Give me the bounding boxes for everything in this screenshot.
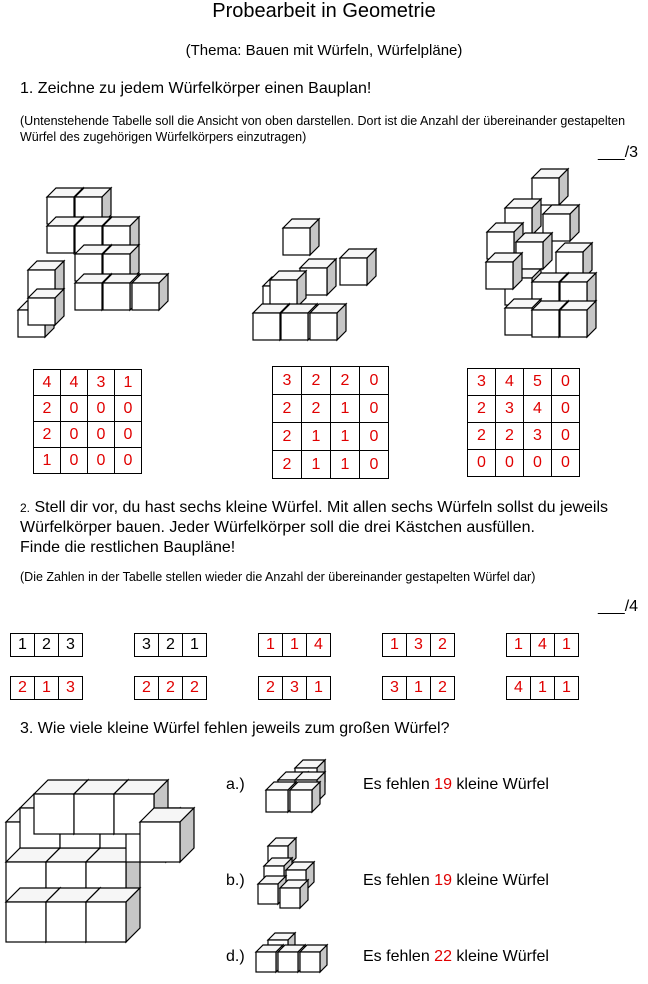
plan-cell: 3 bbox=[407, 634, 431, 657]
plan-cell: 1 bbox=[407, 677, 431, 700]
cube bbox=[280, 880, 308, 908]
cube bbox=[140, 808, 194, 862]
task2-plan-row1-1 bbox=[10, 633, 83, 657]
plan-cell: 1 bbox=[383, 634, 407, 657]
plan-cell: 2 bbox=[159, 634, 183, 657]
plan-cell: 1 bbox=[507, 634, 531, 657]
page-subtitle: (Thema: Bauen mit Würfeln, Würfelpläne) bbox=[185, 42, 463, 59]
plan-cell: 2 bbox=[135, 677, 159, 700]
plan-cell: 4 bbox=[531, 634, 555, 657]
cube bbox=[283, 219, 319, 255]
plan-cell: 1 bbox=[283, 634, 307, 657]
task3-label-b: b.) bbox=[226, 872, 245, 889]
task2-plan-row2-4 bbox=[382, 676, 455, 700]
cube bbox=[270, 271, 306, 307]
task2-note: (Die Zahlen in der Tabelle stellen wieder die Anzahl der übereinander gestapelten Würfel dar) bbox=[20, 570, 536, 584]
task3-label-a: a.) bbox=[226, 776, 245, 793]
plan-cell: 1 bbox=[531, 677, 555, 700]
cube bbox=[28, 289, 64, 325]
task2-plan-row1-3 bbox=[258, 633, 331, 657]
task2-plan-row2-3 bbox=[258, 676, 331, 700]
plan-cell: 3 bbox=[135, 634, 159, 657]
plan-cell: 2 bbox=[35, 634, 59, 657]
plan-cell: 1 bbox=[11, 634, 35, 657]
plan-table-1: 4 4 3 1 2 0 0 0 2 0 0 0 1 0 0 0 bbox=[33, 369, 142, 474]
cube bbox=[560, 301, 596, 337]
task1-note: (Untenstehende Tabelle soll die Ansicht von oben darstellen. Dort ist die Anzahl der übereinander gestapelten Würfel des zugehörigen Würfelkörpers einzutragen) bbox=[20, 114, 626, 144]
plan-cell: 2 bbox=[431, 634, 455, 657]
plan-cell: 3 bbox=[59, 677, 83, 700]
plan-cell: 1 bbox=[259, 634, 283, 657]
plan-cell: 2 bbox=[183, 677, 207, 700]
task2-score: ___/4 bbox=[598, 598, 639, 615]
plan-cell: 4 bbox=[507, 677, 531, 700]
plan-cell: 2 bbox=[259, 677, 283, 700]
task2-plan-row1-2 bbox=[134, 633, 207, 657]
plan-cell: 4 bbox=[307, 634, 331, 657]
task3-label-d: d.) bbox=[226, 948, 245, 965]
task1-score: ___/3 bbox=[598, 144, 639, 161]
task3-answer-d: Es fehlen 22 kleine Würfel bbox=[363, 948, 549, 965]
plan-cell: 3 bbox=[383, 677, 407, 700]
cube-figure-1 bbox=[0, 0, 648, 360]
task2-text: 2. Stell dir vor, du hast sechs kleine Würfel. Mit allen sechs Würfeln sollst du jeweils Würfelkörper bauen. Jeder Würfelkörper soll die drei Kästchen ausfüllen. Finde die restlichen Baupläne! bbox=[20, 499, 609, 556]
cube bbox=[310, 304, 346, 340]
cube bbox=[132, 274, 168, 310]
plan-table-3: 3 4 5 0 2 3 4 0 2 2 3 0 0 0 0 0 bbox=[467, 368, 580, 477]
cube-figure-3 bbox=[0, 760, 648, 984]
page-title: Probearbeit in Geometrie bbox=[212, 0, 436, 22]
task2-plan-row2-2 bbox=[134, 676, 207, 700]
task3-heading: 3. Wie viele kleine Würfel fehlen jeweils zum großen Würfel? bbox=[20, 720, 450, 737]
plan-cell: 1 bbox=[555, 634, 579, 657]
task2-plan-row1-4 bbox=[382, 633, 455, 657]
plan-cell: 1 bbox=[35, 677, 59, 700]
task2-plan-row2-1 bbox=[10, 676, 83, 700]
cube bbox=[300, 945, 327, 972]
plan-cell: 1 bbox=[183, 634, 207, 657]
plan-cell: 2 bbox=[431, 677, 455, 700]
task2-plan-row2-5 bbox=[506, 676, 579, 700]
plan-cell: 1 bbox=[307, 677, 331, 700]
task3-answer-b: Es fehlen 19 kleine Würfel bbox=[363, 872, 549, 889]
plan-table-2: 3 2 2 0 2 2 1 0 2 1 1 0 2 1 1 0 bbox=[272, 366, 389, 479]
plan-cell: 2 bbox=[11, 677, 35, 700]
task1-heading: 1. Zeichne zu jedem Würfelkörper einen Bauplan! bbox=[20, 80, 372, 97]
plan-cell: 1 bbox=[555, 677, 579, 700]
plan-cell: 3 bbox=[283, 677, 307, 700]
cube bbox=[86, 888, 140, 942]
task3-answer-a: Es fehlen 19 kleine Würfel bbox=[363, 776, 549, 793]
plan-cell: 3 bbox=[59, 634, 83, 657]
cube bbox=[340, 249, 376, 285]
cube bbox=[290, 782, 320, 812]
plan-cell: 2 bbox=[159, 677, 183, 700]
cube bbox=[486, 253, 522, 289]
task2-plan-row1-5 bbox=[506, 633, 579, 657]
